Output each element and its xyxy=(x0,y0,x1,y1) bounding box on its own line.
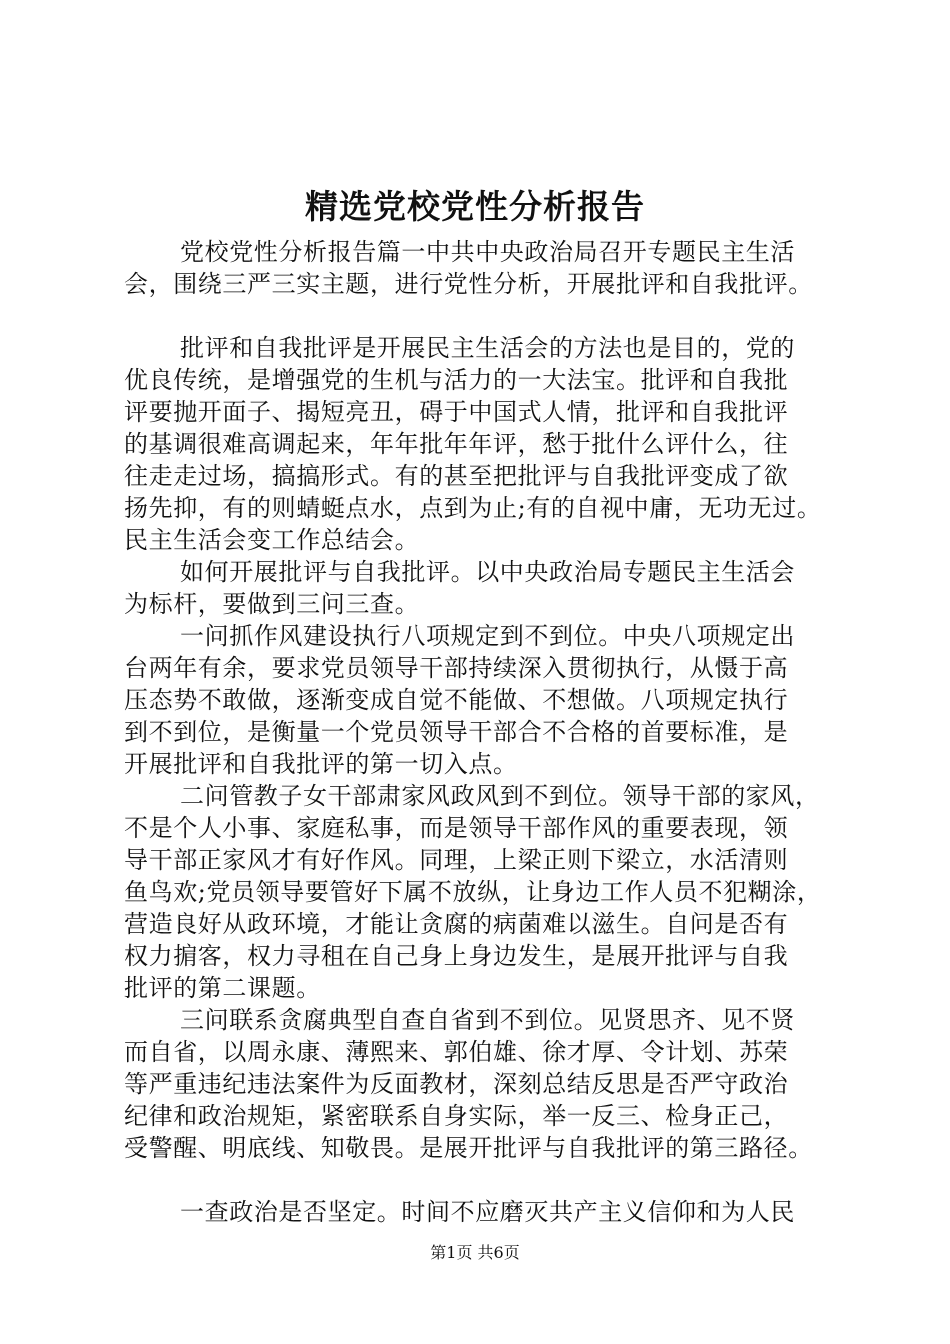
text-line: 到不到位，是衡量一个党员领导干部合不合格的首要标准，是 xyxy=(124,718,789,746)
text-line: 开展批评和自我批评的第一切入点。 xyxy=(124,750,518,778)
text-line: 台两年有余，要求党员领导干部持续深入贯彻执行，从慑于高 xyxy=(124,654,789,682)
text-line: 如何开展批评与自我批评。以中央政治局专题民主生活会 xyxy=(180,558,795,586)
text-line: 为标杆，要做到三问三查。 xyxy=(124,590,420,618)
text-line: 会，围绕三严三实主题，进行党性分析，开展批评和自我批评。 xyxy=(124,270,813,298)
text-line: 不是个人小事、家庭私事，而是领导干部作风的重要表现，领 xyxy=(124,814,789,842)
text-line: 三问联系贪腐典型自查自省到不到位。见贤思齐、见不贤 xyxy=(180,1006,795,1034)
text-line: 民主生活会变工作总结会。 xyxy=(124,526,420,554)
text-line: 权力掮客，权力寻租在自己身上身边发生，是展开批评与自我 xyxy=(124,942,789,970)
paragraph-gap xyxy=(124,300,854,332)
document-body xyxy=(124,236,854,1228)
text-line: 营造良好从政环境，才能让贪腐的病菌难以滋生。自问是否有 xyxy=(124,910,789,938)
text-line: 党校党性分析报告篇一中共中央政治局召开专题民主生活 xyxy=(180,238,795,266)
text-line: 的基调很难高调起来，年年批年年评，愁于批什么评什么，往 xyxy=(124,430,789,458)
text-line: 一查政治是否坚定。时间不应磨灭共产主义信仰和为人民 xyxy=(180,1198,795,1226)
text-line: 而自省，以周永康、薄熙来、郭伯雄、徐才厚、令计划、苏荣 xyxy=(124,1038,789,1066)
text-line: 纪律和政治规矩，紧密联系自身实际，举一反三、检身正己， xyxy=(124,1102,789,1130)
text-line: 受警醒、明底线、知敬畏。是展开批评与自我批评的第三路径。 xyxy=(124,1134,813,1162)
paragraph-gap xyxy=(124,1164,854,1196)
text-line: 二问管教子女干部肃家风政风到不到位。领导干部的家风， xyxy=(180,782,820,810)
page-number-footer: 第1页 共6页 xyxy=(430,1243,520,1262)
text-line: 一问抓作风建设执行八项规定到不到位。中央八项规定出 xyxy=(180,622,795,650)
document-title: 精选党校党性分析报告 xyxy=(305,187,645,226)
text-line: 压态势不敢做，逐渐变成自觉不能做、不想做。八项规定执行 xyxy=(124,686,789,714)
text-line: 扬先抑，有的则蜻蜓点水，点到为止;有的自视中庸，无功无过。 xyxy=(124,494,822,522)
text-line: 往走走过场，搞搞形式。有的甚至把批评与自我批评变成了欲 xyxy=(124,462,789,490)
text-line: 批评和自我批评是开展民主生活会的方法也是目的，党的 xyxy=(180,334,795,362)
text-line: 导干部正家风才有好作风。同理，上梁正则下梁立，水活清则 xyxy=(124,846,789,874)
text-line: 批评的第二课题。 xyxy=(124,974,321,1002)
text-line: 鱼鸟欢;党员领导要管好下属不放纵，让身边工作人员不犯糊涂， xyxy=(124,878,822,906)
text-line: 评要抛开面子、揭短亮丑，碍于中国式人情，批评和自我批评 xyxy=(124,398,789,426)
text-line: 优良传统，是增强党的生机与活力的一大法宝。批评和自我批 xyxy=(124,366,789,394)
text-line: 等严重违纪违法案件为反面教材，深刻总结反思是否严守政治 xyxy=(124,1070,789,1098)
